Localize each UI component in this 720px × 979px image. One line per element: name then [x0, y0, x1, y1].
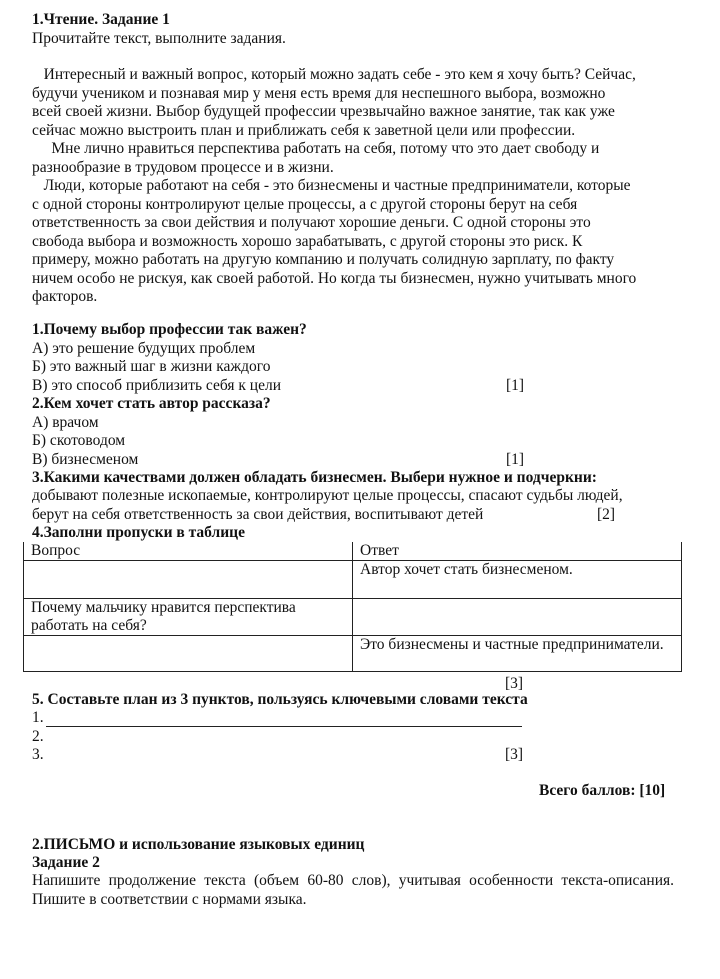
table-cell[interactable] [24, 636, 353, 672]
table-cell[interactable] [353, 599, 682, 636]
table-cell: Автор хочет стать бизнесменом. [353, 561, 682, 599]
text-line: факторов. [32, 288, 98, 305]
table-cell: Почему мальчику нравится перспектива работать на себя? [24, 599, 353, 636]
text-line: всей своей жизни. Выбор будущей профессии чрезвычайно важное занятие, так как уже [32, 103, 615, 120]
q1-option-b: Б) это важный шаг в жизни каждого [32, 358, 271, 375]
q4-question: 4.Заполни пропуски в таблице [32, 524, 245, 541]
text-line: сейчас можно выстроить план и приближать себя к заветной цели или профессии. [32, 121, 576, 139]
table-header-question: Вопрос [24, 542, 353, 561]
text-line: примеру, можно работать на другую компанию и получать солидную зарплату, по факту [32, 251, 615, 268]
plan-item-3: 3. [32, 746, 44, 763]
q3-line-2: берут на себя ответственность за свои действия, воспитывают детей [32, 506, 484, 523]
fill-table [23, 542, 682, 672]
q5-points: [3] [505, 746, 524, 763]
text-line: разнообразие в трудовом процессе и в жизни. [32, 158, 334, 176]
q5-question: 5. Составьте план из 3 пунктов, пользуясь ключевыми словами текста [32, 691, 528, 708]
total-points: Всего баллов: [10] [539, 782, 666, 799]
text-line: Интересный и важный вопрос, который можно задать себе - это кем я хочу быть? Сейчас, [32, 66, 636, 83]
q1-points: [1] [506, 377, 525, 394]
text-line: ничем особо не рискуя, как своей работой. Но когда ты бизнесмен, нужно учитывать много [32, 269, 637, 287]
q1-question: 1.Почему выбор профессии так важен? [32, 321, 307, 338]
text-line: Мне лично нравиться перспектива работать на себя, потому что это дает свободу и [32, 140, 600, 157]
table-header-answer: Ответ [353, 542, 682, 561]
text-line: Люди, которые работают на себя - это бизнесмены и частные предприниматели, которые [32, 177, 631, 194]
q3-points: [2] [597, 506, 616, 523]
table-cell: Это бизнесмены и частные предприниматели. [353, 636, 682, 672]
writing-heading: 2.ПИСЬМО и использование языковых единиц [32, 836, 365, 853]
text-line: будучи учеником и познавая мир у меня есть время для неспешного выбора, возможно [32, 84, 606, 102]
q2-points: [1] [506, 451, 525, 468]
q3-line-1: добывают полезные ископаемые, контролируют целые процессы, спасают судьбы людей, [32, 487, 623, 504]
q1-option-c: В) это способ приблизить себя к цели [32, 377, 281, 394]
writing-instruction: Напишите продолжение текста (объем 60-80 слов), учитывая особенности текста-описания. Пишите в соответствии с нормами языка. [32, 872, 674, 908]
q4-points: [3] [505, 675, 524, 692]
reading-heading: 1.Чтение. Задание 1 [32, 11, 170, 28]
q3-question: 3.Какими качествами должен обладать бизнесмен. Выбери нужное и подчеркни: [32, 469, 597, 486]
text-line: ответственность за свои действия и получают хорошие деньги. С одной стороны это [32, 214, 591, 231]
writing-task: Задание 2 [32, 854, 100, 871]
q2-option-b: Б) скотоводом [32, 432, 126, 449]
text-line: свобода выбора и возможность хорошо зарабатывать, с другой стороны это риск. К [32, 232, 583, 250]
table-cell[interactable] [24, 561, 353, 599]
q2-option-a: А) врачом [32, 414, 99, 431]
plan-line-1[interactable] [46, 726, 522, 727]
text-line: с одной стороны контролируют целые процессы, а с другой стороны берут на себя [32, 195, 578, 213]
q2-option-c: В) бизнесменом [32, 451, 139, 468]
q2-question: 2.Кем хочет стать автор рассказа? [32, 395, 271, 412]
plan-item-1: 1. [32, 709, 44, 726]
reading-instruction: Прочитайте текст, выполните задания. [32, 30, 286, 47]
plan-item-2: 2. [32, 728, 44, 745]
q1-option-a: А) это решение будущих проблем [32, 340, 256, 357]
